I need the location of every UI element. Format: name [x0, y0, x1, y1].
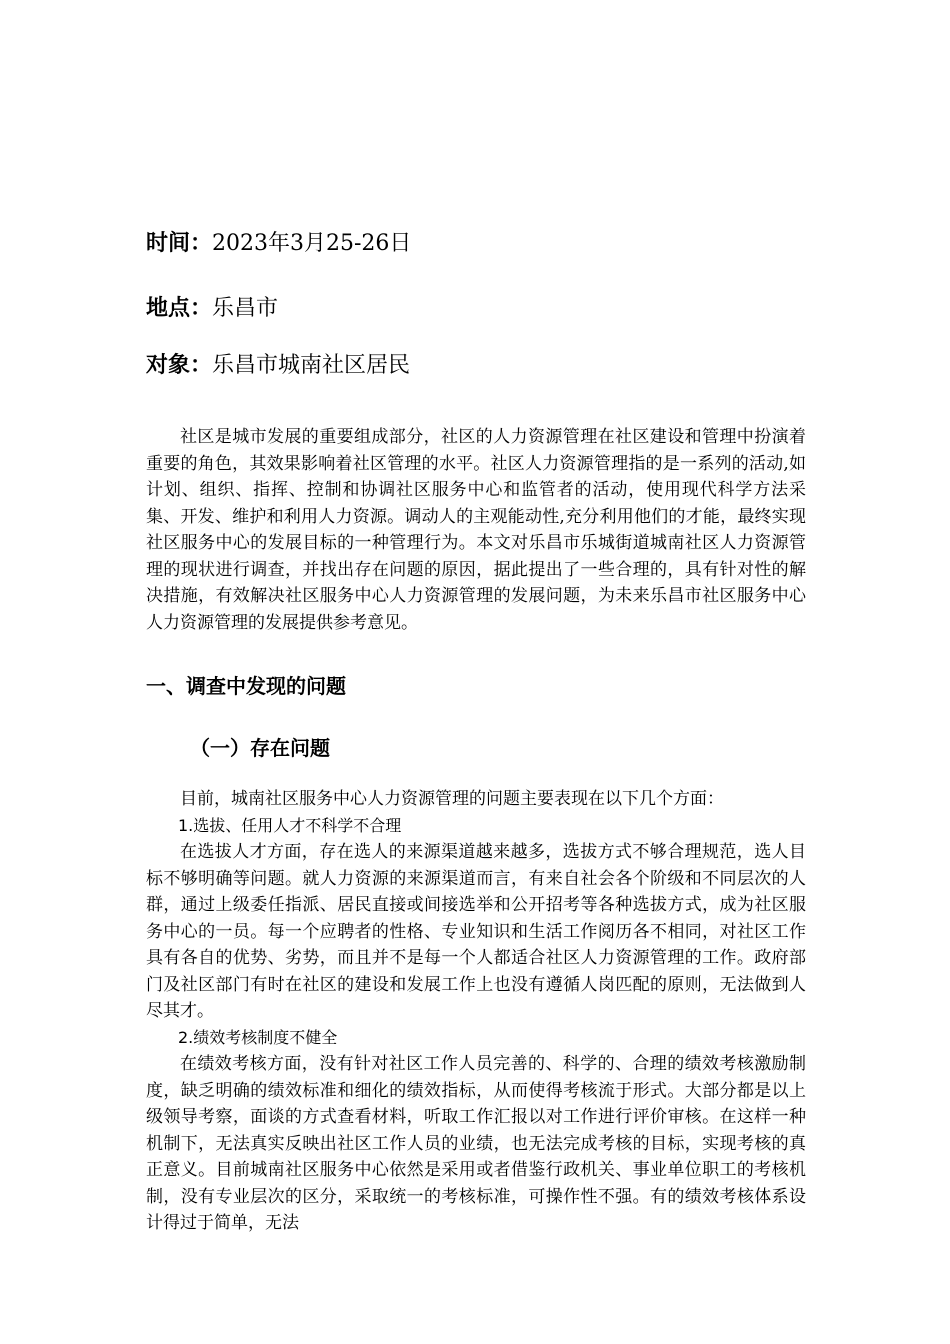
- item-1-text: 在选拔人才方面，存在选人的来源渠道越来越多，选拔方式不够合理规范，选人目标不够明确等问题。就人力资源的来源渠道而言，有来自社会各个阶级和不同层次的人群，通过上级委任指派、居民直接或间接选举和公开招考等各种选拔方式，成为社区服务中心的一员。每一个应聘者的性格、专业知识和生活工作阅历各不相同，对社区工作具有各自的优势、劣势，而且并不是每一个人都适合社区人力资源管理的工作。政府部门及社区部门有时在社区的建设和发展工作上也没有遵循人岗匹配的原则，无法做到人尽其才。: [146, 842, 806, 1021]
- problems-block: [146, 786, 806, 1237]
- problems-lead: 目前，城南社区服务中心人力资源管理的问题主要表现在以下几个方面：: [180, 789, 724, 809]
- target-value: 乐昌市城南社区居民: [212, 353, 411, 378]
- target-line: [146, 351, 410, 381]
- time-value: 2023年3月25-26日: [212, 231, 412, 256]
- place-value: 乐昌市: [212, 296, 279, 321]
- item-1-title: 1.选拔、任用人才不科学不合理: [178, 815, 402, 835]
- section-1-title: 一、调查中发现的问题: [146, 674, 346, 698]
- time-label: 时间：: [146, 231, 213, 256]
- intro-block: [146, 424, 806, 636]
- place-label: 地点：: [146, 296, 213, 321]
- item-2-text: 在绩效考核方面，没有针对社区工作人员完善的、科学的、合理的绩效考核激励制度，缺乏明确的绩效标准和细化的绩效指标，从而使得考核流于形式。大部分都是以上级领导考察，面谈的方式查看材料，听取工作汇报以对工作进行评价审核。在这样一种机制下，无法真实反映出社区工作人员的业绩，也无法完成考核的目标，实现考核的真正意义。目前城南社区服务中心依然是采用或者借鉴行政机关、事业单位职工的考核机制，没有专业层次的区分，采取统一的考核标准，可操作性不强。有的绩效考核体系设计得过于简单，无法: [146, 1054, 806, 1233]
- time-line: [146, 229, 411, 259]
- item-2-title: 2.绩效考核制度不健全: [178, 1027, 338, 1047]
- intro-paragraph: 社区是城市发展的重要组成部分，社区的人力资源管理在社区建设和管理中扮演着重要的角色，其效果影响着社区管理的水平。社区人力资源管理指的是一系列的活动,如计划、组织、指挥、控制和协调社区服务中心和监管者的活动，使用现代科学方法采集、开发、维护和利用人力资源。调动人的主观能动性,充分利用他们的才能，最终实现社区服务中心的发展目标的一种管理行为。本文对乐昌市乐城街道城南社区人力资源管理的现状进行调查，并找出存在问题的原因，据此提出了一些合理的，具有针对性的解决措施，有效解决社区服务中心人力资源管理的发展问题，为未来乐昌市社区服务中心人力资源管理的发展提供参考意见。: [146, 427, 806, 633]
- place-line: [146, 294, 278, 324]
- subsection-1-title: （一）存在问题: [190, 736, 330, 760]
- target-label: 对象：: [146, 353, 213, 378]
